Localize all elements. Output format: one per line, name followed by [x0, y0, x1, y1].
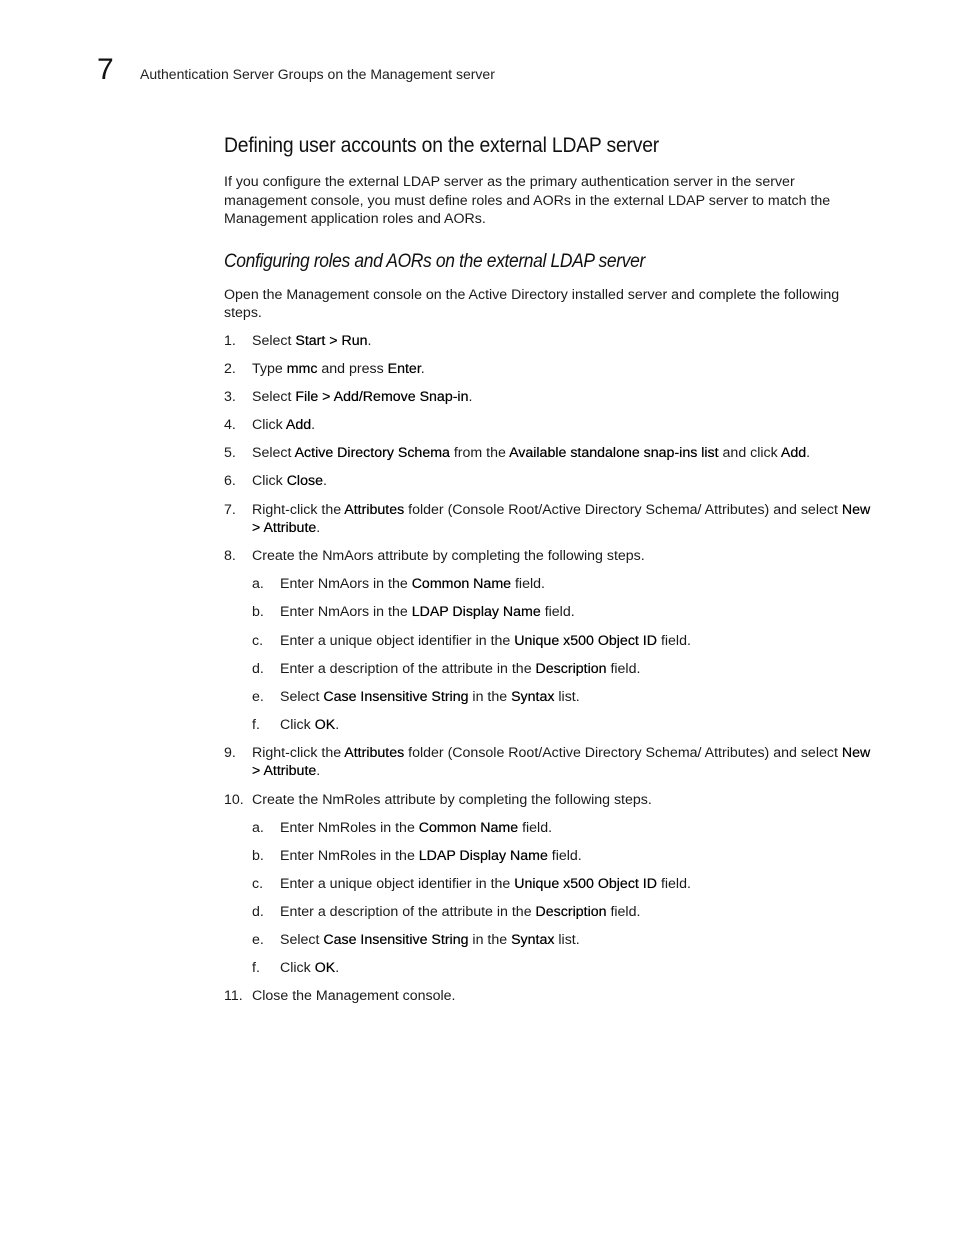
substep-item — [252, 632, 872, 651]
substep-item — [252, 688, 872, 707]
step-text: . — [335, 716, 340, 733]
ui-term: New > Attribute — [252, 501, 871, 537]
ui-term: OK — [314, 716, 336, 733]
substep-item-text — [280, 633, 691, 649]
step-item — [224, 416, 872, 435]
step-item-number: 10. — [224, 791, 244, 808]
ui-term: Add — [285, 417, 312, 434]
substep-item-text — [280, 717, 339, 733]
step-text: Enter a description of the attribute in the — [280, 660, 536, 677]
step-text: Enter NmAors in the — [280, 576, 412, 593]
step-text: . — [316, 520, 321, 537]
substep-item-number: c. — [252, 632, 264, 649]
step-text: in the — [468, 688, 512, 705]
substep-item-number: e. — [252, 688, 264, 705]
step-item — [224, 791, 872, 978]
step-text: . — [468, 389, 473, 406]
step-text: Enter NmAors in the — [280, 604, 412, 621]
substeps-list — [252, 819, 872, 978]
step-text: Create the NmAors attribute by completing the following steps. — [252, 548, 645, 565]
step-text: Close the Management console. — [252, 988, 456, 1005]
step-item-number: 7. — [224, 501, 236, 518]
section-intro: If you configure the external LDAP server as the primary authentication server in the server management console, you must define roles and AORs in the external LDAP server to match the Management application roles and AORs. — [224, 174, 831, 228]
step-item-text — [252, 389, 472, 405]
substep-item-text — [280, 576, 545, 592]
step-item-text — [252, 473, 327, 489]
substep-item-number: d. — [252, 660, 264, 677]
ui-term: Start > Run — [295, 332, 368, 349]
step-item-number: 5. — [224, 445, 236, 462]
substep-item — [252, 819, 872, 838]
step-item-text — [252, 445, 810, 461]
running-header: Authentication Server Groups on the Management server — [140, 66, 495, 82]
step-item-text — [252, 333, 372, 349]
step-text: . — [335, 960, 340, 977]
step-text: Enter a description of the attribute in the — [280, 903, 536, 920]
ui-term: Available standalone snap-ins list — [509, 445, 719, 462]
substeps-list — [252, 575, 872, 734]
step-item-number: 2. — [224, 361, 236, 378]
step-item-text — [252, 548, 645, 564]
step-text: Select — [252, 332, 296, 349]
ui-term: Attributes — [344, 744, 405, 761]
ui-term: Unique x500 Object ID — [514, 632, 657, 649]
steps-list — [224, 332, 872, 1006]
step-text: Select — [280, 688, 324, 705]
step-item-text — [252, 502, 870, 537]
step-text: field. — [518, 819, 553, 836]
step-text: from the — [449, 445, 510, 462]
step-text: field. — [511, 576, 545, 593]
step-item — [224, 388, 872, 407]
step-text: Select — [280, 932, 324, 949]
substep-item — [252, 575, 872, 594]
substep-item-number: f. — [252, 716, 260, 733]
ui-term: mmc — [286, 361, 318, 378]
step-text: Select — [252, 389, 296, 406]
step-item-number: 4. — [224, 417, 236, 434]
step-item-number: 9. — [224, 744, 236, 761]
ui-term: File > Add/Remove Snap-in — [295, 389, 469, 406]
step-text: Click — [252, 473, 287, 490]
step-item-number: 8. — [224, 548, 236, 565]
step-text: Click — [252, 417, 286, 434]
page-content — [224, 130, 872, 1015]
step-item-text — [252, 745, 870, 780]
step-item — [224, 332, 872, 351]
step-text: folder (Console Root/Active Directory Schema/ Attributes) and select — [404, 744, 842, 761]
step-item — [224, 547, 872, 734]
substep-item-number: d. — [252, 903, 264, 920]
substep-item-text — [280, 820, 552, 836]
step-text: field. — [547, 847, 582, 864]
step-item-text — [252, 361, 425, 377]
ui-term: Syntax — [511, 688, 555, 705]
step-text: Select — [252, 445, 295, 462]
substep-item-number: b. — [252, 847, 264, 864]
substep-item-number: f. — [252, 960, 260, 977]
substep-item — [252, 931, 872, 950]
step-text: Right-click the — [252, 501, 345, 518]
step-item-number: 1. — [224, 332, 236, 349]
step-item — [224, 360, 872, 379]
step-text: field. — [606, 660, 641, 677]
substep-item — [252, 847, 872, 866]
ui-term: New > Attribute — [252, 744, 871, 780]
ui-term: Unique x500 Object ID — [514, 875, 657, 892]
substep-item-number: e. — [252, 932, 264, 949]
step-item-text — [252, 792, 652, 808]
ui-term: LDAP Display Name — [411, 604, 541, 621]
step-item-number: 11. — [224, 988, 243, 1005]
substep-item — [252, 875, 872, 894]
step-text: field. — [540, 604, 575, 621]
step-item — [224, 744, 872, 781]
substep-item-number: b. — [252, 604, 264, 621]
step-text: . — [322, 473, 327, 490]
step-text: Click — [280, 716, 315, 733]
step-text: and press — [317, 361, 388, 378]
step-item-number: 6. — [224, 473, 236, 490]
substep-item — [252, 716, 872, 735]
substep-item-number: a. — [252, 576, 264, 593]
step-text: folder (Console Root/Active Directory Schema/ Attributes) and select — [404, 501, 842, 518]
step-text: Create the NmRoles attribute by completing the following steps. — [252, 791, 652, 808]
step-text: Click — [280, 960, 315, 977]
subsection-intro: Open the Management console on the Active Directory installed server and complete the following steps. — [224, 286, 840, 322]
step-text: list. — [554, 932, 580, 949]
step-item — [224, 501, 872, 538]
ui-term: OK — [314, 960, 336, 977]
ui-term: LDAP Display Name — [418, 847, 548, 864]
step-text: . — [316, 763, 321, 780]
step-text: field. — [657, 632, 691, 649]
ui-term: Common Name — [411, 576, 512, 593]
step-text: Enter NmRoles in the — [280, 819, 419, 836]
step-item — [224, 987, 872, 1006]
ui-term: Common Name — [418, 819, 519, 836]
substep-item-text — [280, 932, 580, 948]
step-text: Enter a unique object identifier in the — [280, 632, 515, 649]
ui-term: Description — [535, 660, 607, 677]
ui-term: Case Insensitive String — [323, 688, 469, 705]
substep-item-text — [280, 604, 575, 620]
substep-item-text — [280, 904, 640, 920]
step-text: . — [311, 417, 316, 434]
ui-term: Enter — [387, 361, 421, 378]
substep-item-number: c. — [252, 875, 264, 892]
step-text: . — [420, 361, 425, 378]
step-text: list. — [554, 688, 580, 705]
ui-term: Case Insensitive String — [323, 932, 469, 949]
ui-term: Active Directory Schema — [294, 445, 450, 462]
step-item — [224, 444, 872, 463]
step-item-text — [252, 988, 455, 1004]
step-text: Right-click the — [252, 744, 345, 761]
chapter-number: 7 — [97, 53, 114, 86]
substep-item-text — [280, 960, 339, 976]
step-text: field. — [657, 875, 691, 892]
substep-item-number: a. — [252, 819, 264, 836]
substep-item-text — [280, 876, 691, 892]
step-text: Enter NmRoles in the — [280, 847, 419, 864]
substep-item — [252, 903, 872, 922]
step-text: Type — [252, 361, 287, 378]
substep-item-text — [280, 848, 582, 864]
ui-term: Syntax — [511, 932, 555, 949]
step-text: field. — [606, 903, 641, 920]
step-item — [224, 472, 872, 491]
step-item-text — [252, 417, 315, 433]
step-item-number: 3. — [224, 389, 236, 406]
substep-item — [252, 603, 872, 622]
ui-term: Add — [780, 445, 807, 462]
ui-term: Close — [286, 473, 323, 490]
step-text: and click — [718, 445, 781, 462]
substep-item-text — [280, 689, 580, 705]
substep-item — [252, 660, 872, 679]
step-text: Enter a unique object identifier in the — [280, 875, 515, 892]
step-text: in the — [468, 932, 512, 949]
subsection-title: Configuring roles and AORs on the external LDAP server — [224, 250, 645, 272]
section-title: Defining user accounts on the external LDAP server — [224, 134, 660, 157]
ui-term: Attributes — [344, 501, 405, 518]
step-text: . — [806, 445, 811, 462]
step-text: . — [367, 332, 372, 349]
substep-item — [252, 959, 872, 978]
substep-item-text — [280, 661, 640, 677]
ui-term: Description — [535, 903, 607, 920]
